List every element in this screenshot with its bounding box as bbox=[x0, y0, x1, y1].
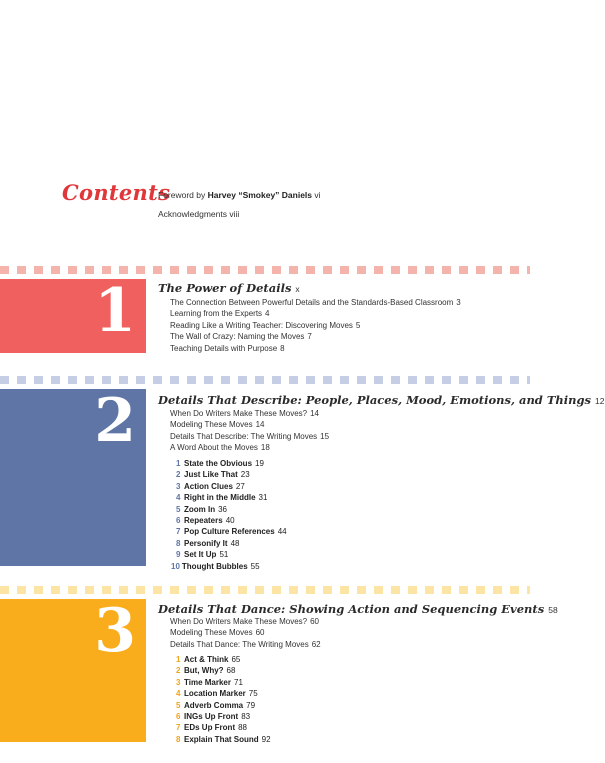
toc-entry[interactable] bbox=[170, 419, 329, 430]
move-number: 5 bbox=[176, 700, 181, 710]
move-number: 3 bbox=[176, 481, 181, 491]
toc-entry-label: Reading Like a Writing Teacher: Discovering Moves bbox=[170, 320, 353, 330]
chapter-1-sections bbox=[170, 297, 461, 354]
toc-entry[interactable] bbox=[170, 431, 329, 442]
move-page: 51 bbox=[219, 550, 229, 560]
move-label: Repeaters bbox=[184, 516, 223, 526]
move-entry[interactable] bbox=[176, 515, 287, 526]
toc-entry[interactable] bbox=[170, 343, 461, 354]
move-number: 4 bbox=[176, 493, 181, 503]
move-page: 83 bbox=[241, 712, 251, 722]
front-matter-acknowledgments[interactable] bbox=[158, 209, 239, 219]
acknowledgments-page: viii bbox=[229, 209, 240, 219]
foreword-prefix: Foreword by bbox=[158, 190, 208, 200]
toc-entry-page: 4 bbox=[265, 309, 270, 319]
toc-entry-label: When Do Writers Make These Moves? bbox=[170, 617, 308, 626]
move-entry[interactable] bbox=[176, 538, 287, 549]
move-label: Explain That Sound bbox=[184, 734, 259, 744]
chapter-3-moves bbox=[176, 654, 271, 745]
move-label: Personify It bbox=[184, 538, 228, 548]
move-label: Act & Think bbox=[184, 655, 229, 664]
move-page: 36 bbox=[218, 504, 228, 514]
toc-entry-page: 14 bbox=[255, 420, 265, 430]
move-number: 2 bbox=[176, 470, 181, 480]
contents-title: Contents bbox=[62, 180, 171, 205]
move-page: 23 bbox=[240, 470, 250, 480]
move-page: 79 bbox=[246, 700, 256, 710]
toc-entry[interactable] bbox=[170, 442, 329, 453]
toc-entry-label: Teaching Details with Purpose bbox=[170, 343, 278, 353]
move-entry[interactable] bbox=[176, 654, 271, 665]
front-matter-foreword[interactable] bbox=[158, 190, 321, 200]
acknowledgments-label: Acknowledgments bbox=[158, 209, 227, 219]
chapter-2-dash-divider bbox=[0, 376, 530, 384]
chapter-2-title-text: Details That Describe: People, Places, Mood, Emotions, and Things bbox=[158, 393, 592, 407]
move-label: Right in the Middle bbox=[184, 493, 256, 503]
chapter-2-title[interactable] bbox=[158, 393, 605, 407]
chapter-1-title-text: The Power of Details bbox=[158, 281, 292, 295]
move-number: 7 bbox=[176, 527, 181, 537]
toc-entry-label: Details That Dance: The Writing Moves bbox=[170, 639, 309, 649]
move-page: 27 bbox=[235, 481, 245, 491]
toc-entry-page: 3 bbox=[456, 298, 461, 307]
chapter-2-sections bbox=[170, 408, 329, 454]
move-label: INGs Up Front bbox=[184, 712, 239, 722]
move-entry[interactable] bbox=[176, 481, 287, 492]
foreword-author: Harvey “Smokey” Daniels bbox=[207, 190, 313, 200]
toc-entry-label: A Word About the Moves bbox=[170, 443, 258, 453]
chapter-2-number-block bbox=[0, 386, 146, 566]
move-page: 71 bbox=[234, 677, 243, 687]
chapter-1-dash-divider bbox=[0, 266, 530, 274]
move-entry[interactable] bbox=[171, 561, 287, 572]
move-number: 1 bbox=[176, 459, 181, 468]
move-page: 68 bbox=[226, 666, 236, 676]
chapter-2-page: 12 bbox=[595, 396, 605, 406]
chapter-3-number-block bbox=[0, 596, 146, 742]
move-entry[interactable] bbox=[176, 711, 271, 722]
foreword-page: vi bbox=[314, 190, 321, 200]
toc-entry-label: The Connection Between Powerful Details and the Standards-Based Classroom bbox=[170, 298, 454, 307]
move-page: 65 bbox=[231, 655, 241, 664]
move-entry[interactable] bbox=[176, 734, 271, 745]
move-entry[interactable] bbox=[176, 688, 271, 699]
toc-entry[interactable] bbox=[170, 616, 321, 627]
move-entry[interactable] bbox=[176, 526, 287, 537]
chapter-1-page: x bbox=[295, 284, 300, 294]
toc-entry-page: 15 bbox=[320, 431, 330, 441]
move-number: 4 bbox=[176, 689, 181, 699]
move-entry[interactable] bbox=[176, 549, 287, 560]
move-number: 1 bbox=[176, 655, 181, 664]
chapter-3-dash-divider bbox=[0, 586, 530, 594]
move-number: 2 bbox=[176, 666, 181, 676]
move-page: 31 bbox=[258, 493, 268, 503]
move-page: 92 bbox=[261, 734, 271, 744]
toc-entry-page: 60 bbox=[255, 628, 265, 638]
move-number: 7 bbox=[176, 723, 181, 733]
move-label: Time Marker bbox=[184, 677, 231, 687]
move-page: 88 bbox=[238, 723, 248, 733]
move-label: State the Obvious bbox=[184, 459, 253, 468]
move-number: 10 bbox=[171, 561, 180, 571]
move-page: 48 bbox=[230, 538, 240, 548]
move-number: 8 bbox=[176, 538, 181, 548]
toc-entry[interactable] bbox=[170, 308, 461, 319]
chapter-2-number: 2 bbox=[94, 386, 136, 456]
chapter-2-moves bbox=[171, 458, 287, 572]
move-entry[interactable] bbox=[176, 469, 287, 480]
move-page: 40 bbox=[225, 516, 235, 526]
move-number: 6 bbox=[176, 712, 181, 722]
toc-entry-page: 8 bbox=[280, 343, 285, 353]
toc-entry-label: Modeling These Moves bbox=[170, 628, 253, 638]
toc-entry[interactable] bbox=[170, 639, 321, 650]
move-label: Thought Bubbles bbox=[181, 561, 248, 571]
toc-entry-page: 62 bbox=[311, 639, 321, 649]
move-entry[interactable] bbox=[176, 722, 271, 733]
toc-entry[interactable] bbox=[170, 320, 461, 331]
move-number: 3 bbox=[176, 677, 181, 687]
move-label: Adverb Comma bbox=[184, 700, 244, 710]
move-number: 6 bbox=[176, 516, 181, 526]
toc-entry-page: 60 bbox=[310, 617, 319, 626]
chapter-3-page: 58 bbox=[548, 605, 558, 615]
move-page: 44 bbox=[277, 527, 287, 537]
move-entry[interactable] bbox=[176, 504, 287, 515]
chapter-3-title-text: Details That Dance: Showing Action and Sequencing Events bbox=[158, 602, 545, 616]
chapter-1-title[interactable] bbox=[158, 281, 300, 295]
toc-entry[interactable] bbox=[170, 331, 461, 342]
toc-entry[interactable] bbox=[170, 408, 329, 419]
toc-entry-page: 14 bbox=[310, 409, 319, 418]
chapter-3-sections bbox=[170, 616, 321, 650]
move-label: Zoom In bbox=[184, 504, 216, 514]
chapter-3-number: 3 bbox=[94, 596, 136, 666]
move-number: 5 bbox=[176, 504, 181, 514]
move-entry[interactable] bbox=[176, 492, 287, 503]
move-entry[interactable] bbox=[176, 677, 271, 688]
move-label: Set It Up bbox=[184, 550, 217, 560]
chapter-1-number-block bbox=[0, 276, 146, 353]
move-page: 75 bbox=[248, 689, 258, 699]
move-number: 9 bbox=[176, 550, 181, 560]
toc-entry-label: Learning from the Experts bbox=[170, 309, 263, 319]
move-label: But, Why? bbox=[184, 666, 224, 676]
chapter-3-title[interactable] bbox=[158, 602, 558, 616]
move-entry[interactable] bbox=[176, 700, 271, 711]
move-number: 8 bbox=[176, 734, 181, 744]
move-label: Pop Culture References bbox=[184, 527, 275, 537]
move-page: 55 bbox=[250, 561, 260, 571]
toc-entry-page: 18 bbox=[260, 443, 270, 453]
move-entry[interactable] bbox=[176, 458, 287, 469]
toc-entry-page: 5 bbox=[355, 320, 361, 330]
toc-entry[interactable] bbox=[170, 627, 321, 638]
toc-entry-label: Modeling These Moves bbox=[170, 420, 253, 430]
move-label: Location Marker bbox=[184, 689, 246, 699]
chapter-1-number: 1 bbox=[94, 276, 136, 346]
move-label: EDs Up Front bbox=[184, 723, 236, 733]
toc-entry-label: Details That Describe: The Writing Moves bbox=[170, 431, 318, 441]
toc-entry-label: The Wall of Crazy: Naming the Moves bbox=[170, 332, 305, 342]
toc-entry-label: When Do Writers Make These Moves? bbox=[170, 409, 308, 418]
move-label: Just Like That bbox=[184, 470, 238, 480]
move-label: Action Clues bbox=[184, 481, 233, 491]
toc-entry[interactable] bbox=[170, 297, 461, 308]
move-page: 19 bbox=[255, 459, 264, 468]
move-entry[interactable] bbox=[176, 665, 271, 676]
toc-entry-page: 7 bbox=[307, 332, 312, 342]
